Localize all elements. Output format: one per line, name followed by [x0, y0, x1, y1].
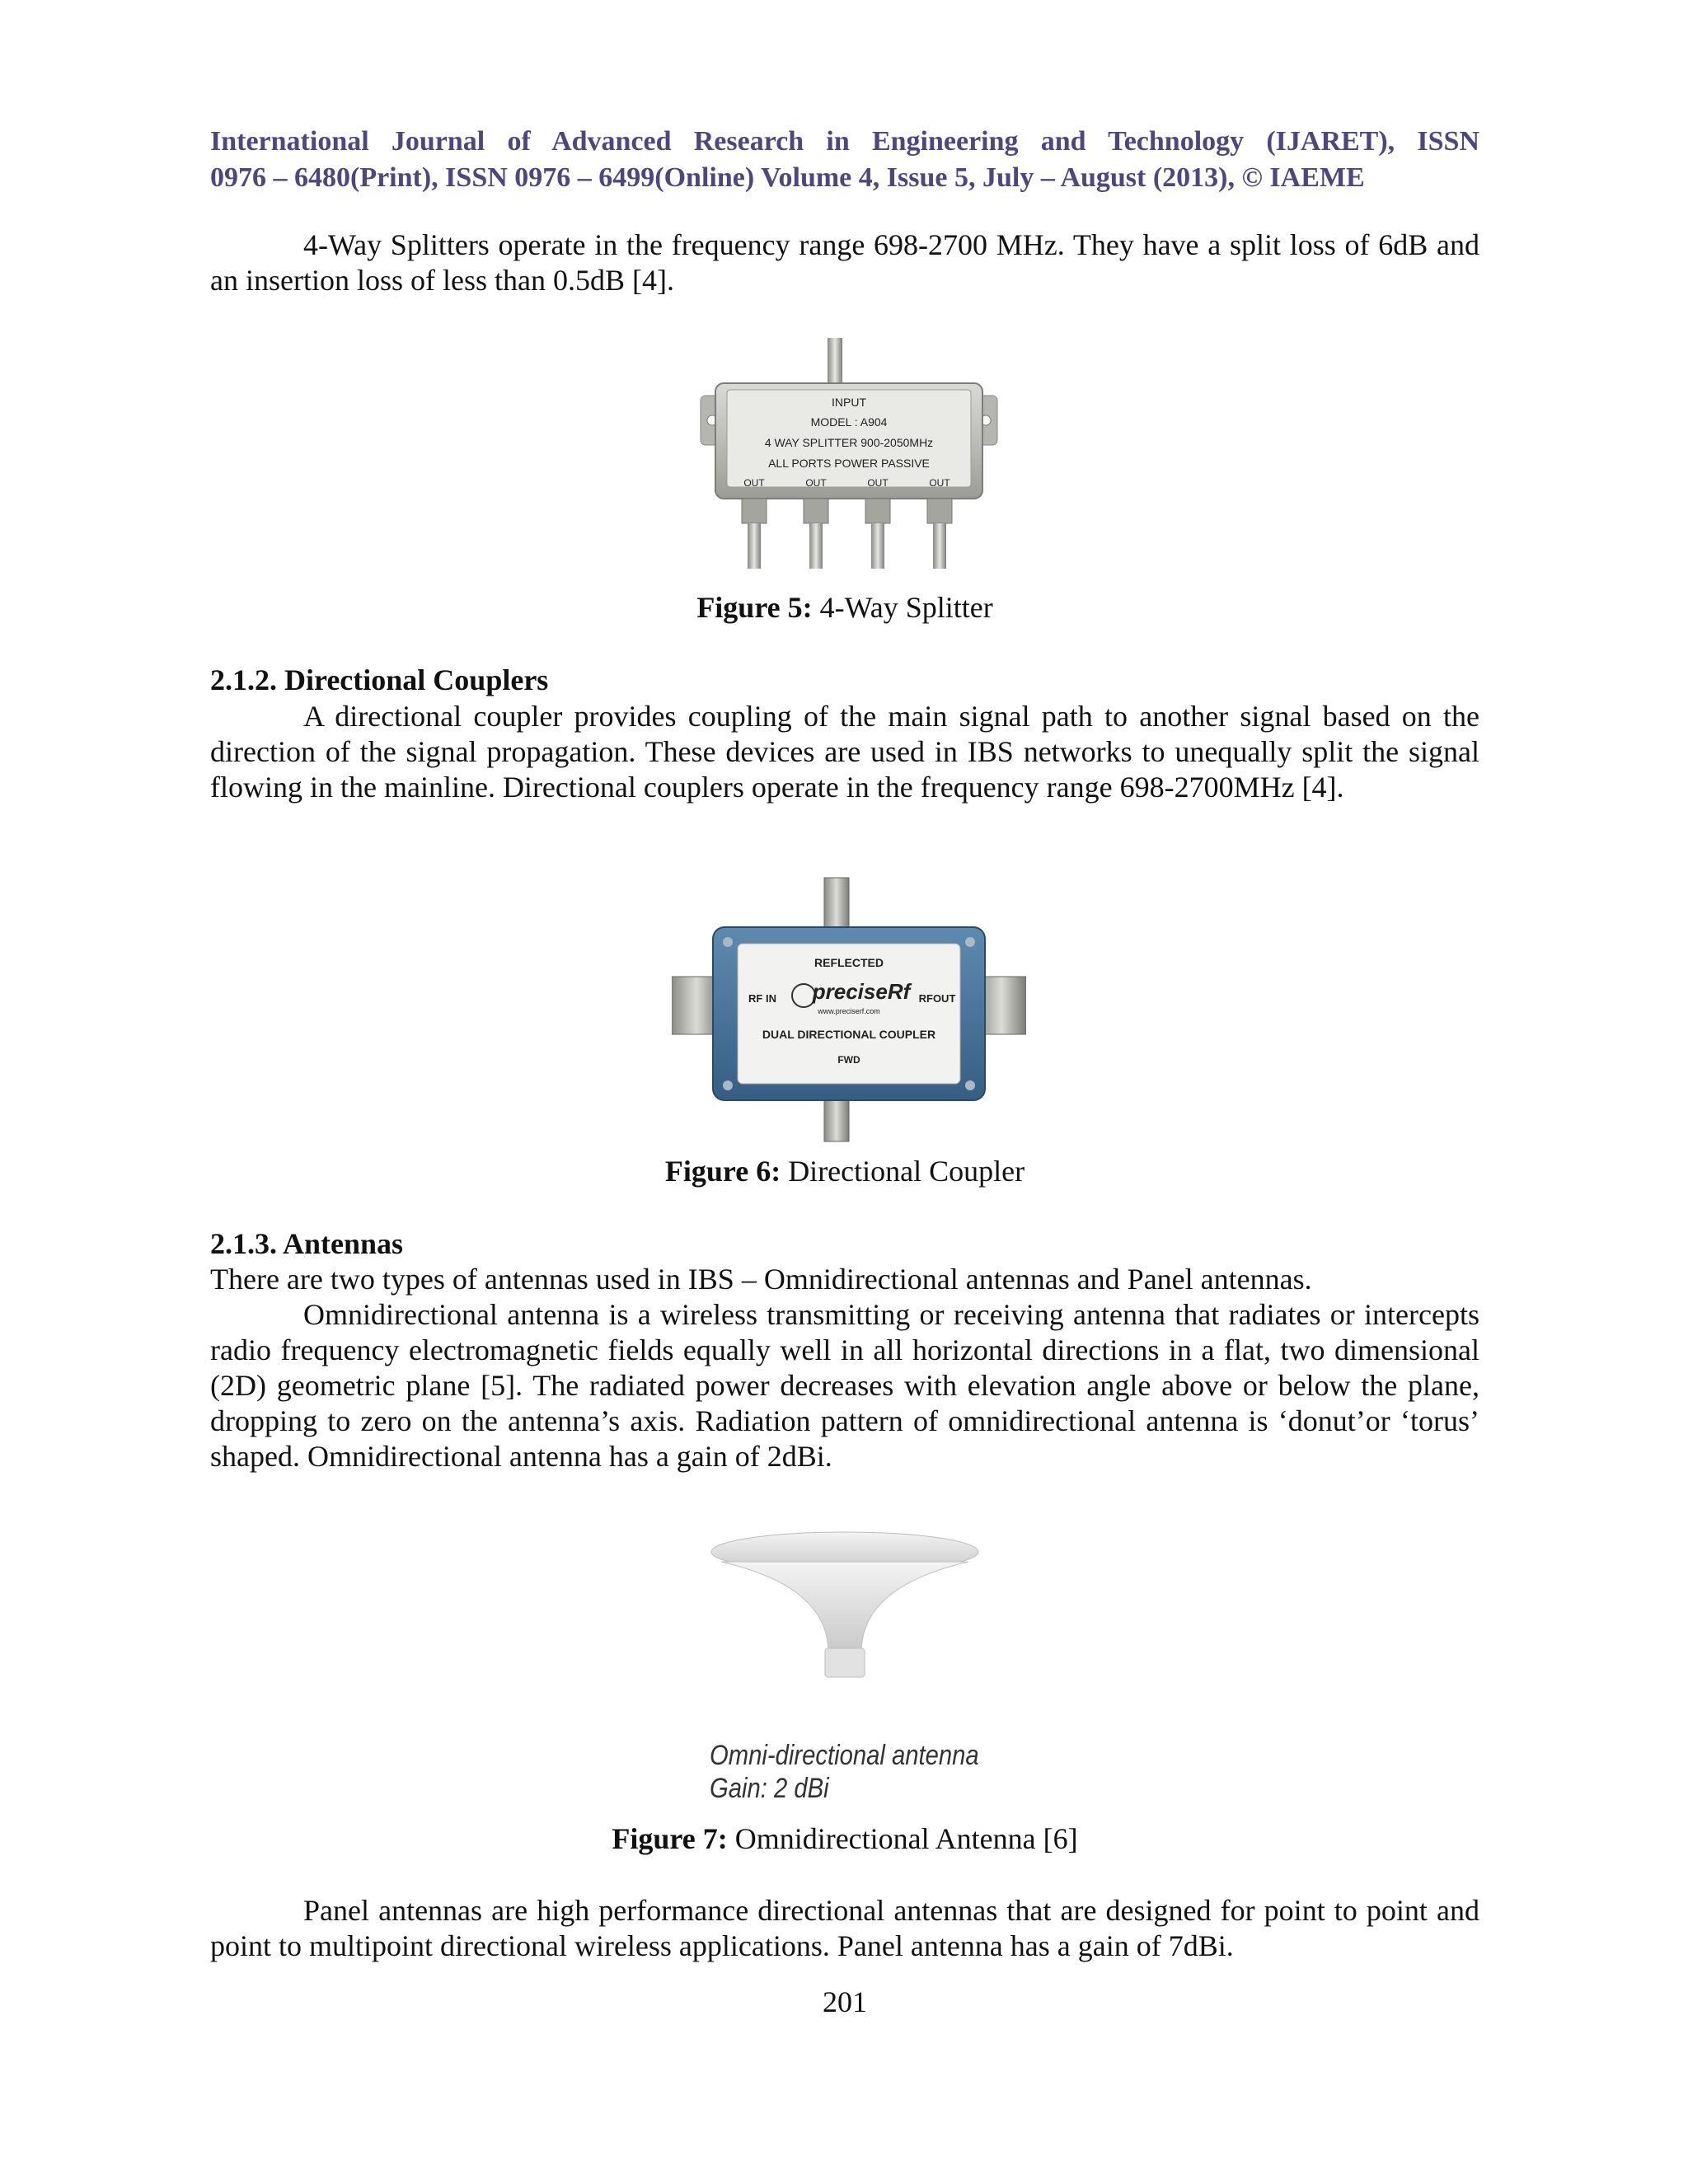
- omni-label-line-1: Omni-directional antenna: [710, 1740, 979, 1771]
- omni-label-line-2: Gain: 2 dBi: [710, 1773, 829, 1804]
- splitter-label-4: ALL PORTS POWER PASSIVE: [768, 457, 930, 470]
- input-connector: [828, 338, 842, 387]
- port-label: OUT: [743, 477, 765, 489]
- reflected-connector: [824, 878, 849, 927]
- coupler-fwd-label: FWD: [837, 1054, 860, 1066]
- coupler-reflected-label: REFLECTED: [814, 956, 884, 969]
- port-label: OUT: [929, 477, 950, 489]
- section-2-1-2-heading: 2.1.2. Directional Couplers: [210, 663, 549, 696]
- figure-5-label: Figure 5:: [696, 591, 813, 624]
- header-line-2: 0976 – 6480(Print), ISSN 0976 – 6499(Online) Volume 4, Issue 5, July – August (2013), © IAEME: [210, 162, 1365, 193]
- intro-paragraph: 4-Way Splitters operate in the frequency range 698-2700 MHz. They have a split loss of 6dB and an insertion loss of less than 0.5dB [4].: [210, 228, 1479, 297]
- section-2-1-3-intro: There are two types of antennas used in IBS – Omnidirectional antennas and Panel antennas.: [210, 1263, 1312, 1296]
- omni-antenna-figure: [705, 1529, 985, 1681]
- figure-7-caption: [210, 1821, 1479, 1857]
- antenna-stem: [825, 1648, 865, 1677]
- figure-5-caption: [210, 590, 1479, 626]
- coupler-figure: [672, 874, 1026, 1146]
- journal-header: [210, 124, 1479, 196]
- figure-6-caption: [210, 1154, 1479, 1189]
- splitter-label-1: INPUT: [832, 396, 866, 409]
- closing-paragraph: Panel antennas are high performance directional antennas that are designed for point to point and point to multipoint directional wireless applications. Panel antenna has a gain of 7dBi.: [210, 1894, 1479, 1962]
- output-connectors: [742, 499, 952, 569]
- figure-5-text: 4-Way Splitter: [812, 591, 993, 624]
- splitter-label-2: MODEL : A904: [810, 415, 888, 429]
- figure-6-text: Directional Coupler: [781, 1155, 1025, 1188]
- header-line-1: International Journal of Advanced Research in Engineering and Technology (IJARET), ISSN: [210, 126, 1479, 157]
- section-2-1-3-paragraph: Omnidirectional antenna is a wireless transmitting or receiving antenna that radiates or intercepts radio frequency electromagnetic fields equally well in all horizontal directions in a flat, two dimensional (2D) geometric plane [5]. The radiated power decreases with elevation angle above or below the plane, dropping to zero on the antenna’s axis. Radiation pattern of omnidirectional antenna is ‘donut’or ‘torus’ shaped. Omnidirectional antenna has a gain of 2dBi.: [210, 1298, 1479, 1473]
- splitter-figure: [692, 338, 1006, 573]
- coupler-brand: preciseRf: [812, 979, 911, 1004]
- omni-image-label: [710, 1739, 979, 1805]
- port-label: OUT: [805, 477, 827, 489]
- coupler-description: DUAL DIRECTIONAL COUPLER: [762, 1028, 936, 1041]
- figure-7-label: Figure 7:: [612, 1822, 728, 1855]
- figure-6-label: Figure 6:: [664, 1155, 781, 1188]
- coupler-rf-out: RFOUT: [918, 992, 956, 1005]
- coupler-url: www.preciserf.com: [818, 1007, 880, 1015]
- port-label: OUT: [867, 477, 889, 489]
- section-2-1-2-paragraph: A directional coupler provides coupling of the main signal path to another signal based on the direction of the signal propagation. These devices are used in IBS networks to unequally split the signal flowing in the mainline. Directional couplers operate in the frequency range 698-2700MHz [4].: [210, 700, 1479, 804]
- coupler-rf-in: RF IN: [748, 992, 776, 1005]
- figure-7-text: Omnidirectional Antenna [6]: [727, 1822, 1078, 1855]
- section-2-1-3-heading: 2.1.3. Antennas: [210, 1227, 404, 1260]
- page-number: 201: [823, 1985, 867, 2018]
- splitter-label-3: 4 WAY SPLITTER 900-2050MHz: [764, 436, 934, 449]
